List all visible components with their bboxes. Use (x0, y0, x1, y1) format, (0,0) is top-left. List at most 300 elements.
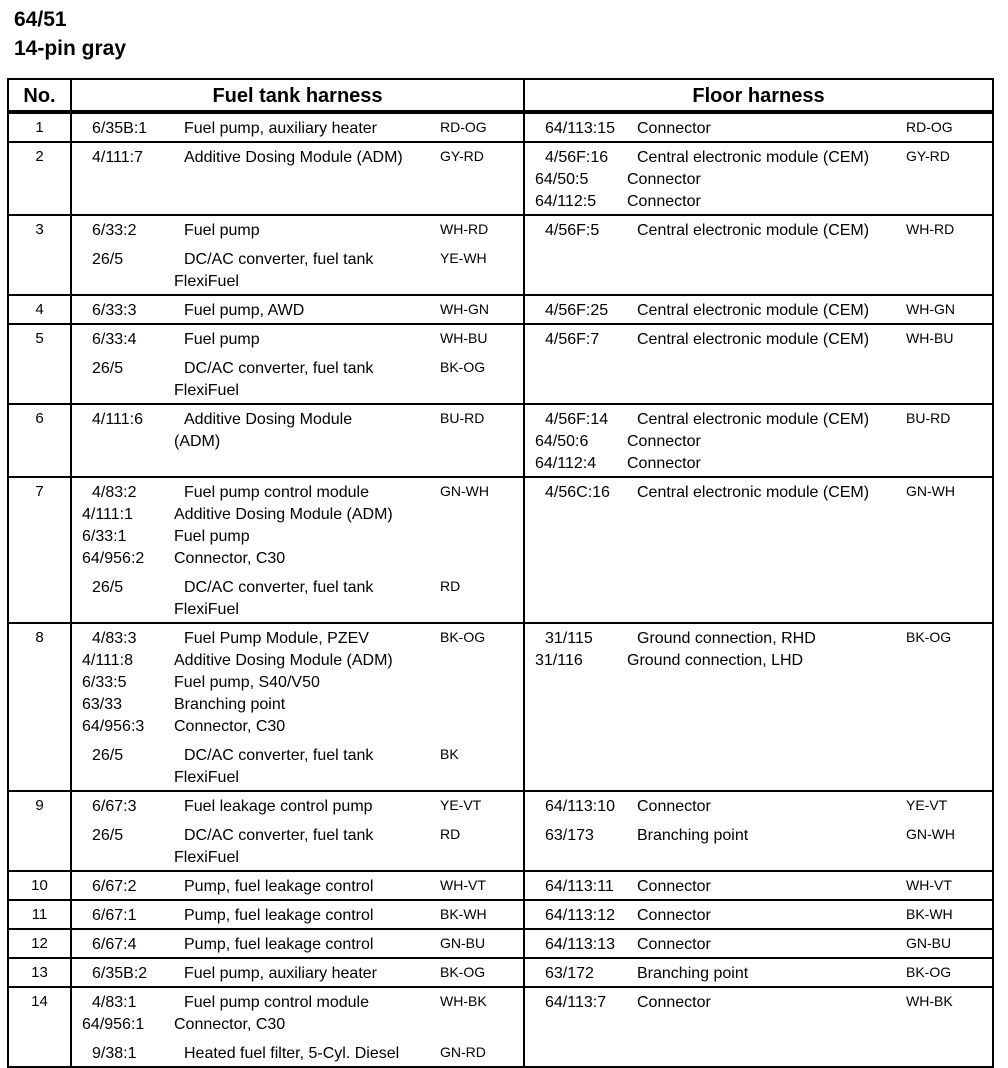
wire-color-code: GN-WH (906, 483, 955, 499)
wire-color-code: WH-GN (440, 301, 489, 317)
component-id: 63/173 (545, 827, 594, 844)
component-description: Connector (637, 994, 711, 1011)
component-ids (525, 992, 627, 1014)
component-id: 4/83:1 (92, 994, 137, 1011)
component-description: Ground connection, LHD (627, 652, 804, 669)
component-descriptions (627, 482, 906, 504)
component-descriptions (174, 934, 440, 956)
component-description: Fuel pump (174, 528, 250, 545)
connection-group (72, 300, 523, 322)
table-row (8, 623, 993, 791)
connection-group (72, 825, 523, 869)
table-row (8, 900, 993, 929)
floor-harness-cell (524, 142, 993, 215)
wire-color-code: GY-RD (906, 148, 950, 164)
component-ids (72, 249, 174, 293)
connection-group (525, 934, 992, 956)
pin-number: 7 (8, 477, 71, 623)
component-id: 64/113:7 (545, 994, 607, 1011)
component-id: 26/5 (92, 251, 124, 268)
component-ids (72, 118, 174, 140)
connector-code: 64/51 (14, 8, 67, 31)
connection-group (525, 628, 992, 672)
connection-group (72, 249, 523, 293)
component-id: 64/113:11 (545, 878, 614, 895)
component-description: Additive Dosing Module (ADM) (174, 506, 393, 523)
component-ids (72, 876, 174, 898)
component-id: 31/116 (535, 652, 583, 669)
fuel-tank-harness-cell (71, 871, 524, 900)
component-description: Ground connection, RHD (637, 630, 816, 647)
component-ids (72, 796, 174, 818)
pin-number: 14 (8, 987, 71, 1067)
header-fuel-tank-harness: Fuel tank harness (71, 79, 524, 112)
component-description: Fuel pump (184, 222, 260, 239)
wire-color-code: GN-BU (440, 935, 486, 951)
component-description: Pump, fuel leakage control (184, 878, 374, 895)
component-ids (72, 577, 174, 621)
connector-description: 14-pin gray (14, 37, 127, 60)
component-description: FlexiFuel (174, 849, 239, 866)
connection-group (525, 482, 992, 504)
component-description: DC/AC converter, fuel tank (184, 251, 374, 268)
component-descriptions (174, 825, 440, 869)
floor-harness-cell (524, 929, 993, 958)
component-ids (72, 409, 174, 453)
component-id: 64/112:5 (535, 193, 597, 210)
component-descriptions (174, 992, 440, 1036)
component-descriptions (174, 745, 440, 789)
wire-color-code: WH-RD (440, 221, 489, 237)
component-id: 64/113:13 (545, 936, 615, 953)
component-id: 64/113:12 (545, 907, 615, 924)
component-ids (525, 409, 627, 475)
component-description: Additive Dosing Module (ADM) (184, 149, 403, 166)
wire-color-code: BK-OG (440, 964, 486, 980)
connection-group (525, 992, 992, 1014)
component-ids (72, 745, 174, 789)
fuel-tank-harness-cell (71, 295, 524, 324)
component-ids (525, 825, 627, 847)
connection-group (72, 118, 523, 140)
floor-harness-cell (524, 477, 993, 623)
component-id: 6/35B:2 (92, 965, 148, 982)
connection-group (72, 963, 523, 985)
connection-group (525, 963, 992, 985)
component-ids (72, 628, 174, 738)
wire-color-code: GY-RD (440, 148, 484, 164)
fuel-tank-harness-cell (71, 404, 524, 477)
table-row (8, 295, 993, 324)
component-description: Connector (637, 120, 711, 137)
table-row (8, 929, 993, 958)
component-descriptions (627, 963, 906, 985)
pin-rows (8, 112, 993, 1067)
component-ids (525, 876, 627, 898)
floor-harness-cell (524, 112, 993, 142)
table-row (8, 987, 993, 1067)
component-descriptions (627, 300, 906, 322)
connection-group (72, 329, 523, 351)
pin-assignment-table (7, 78, 994, 1068)
component-descriptions (627, 796, 906, 818)
component-ids (72, 963, 174, 985)
connection-group (525, 409, 992, 475)
component-description: Fuel pump (184, 331, 260, 348)
pin-number: 11 (8, 900, 71, 929)
component-description: Connector (637, 907, 711, 924)
wire-color-code: RD (440, 578, 461, 594)
component-id: 6/35B:1 (92, 120, 148, 137)
component-descriptions (174, 577, 440, 621)
component-ids (72, 1043, 174, 1065)
component-description: Central electronic module (CEM) (637, 484, 870, 501)
pin-number: 13 (8, 958, 71, 987)
component-description: Pump, fuel leakage control (184, 907, 374, 924)
table-row (8, 477, 993, 623)
component-descriptions (627, 992, 906, 1014)
component-ids (72, 482, 174, 570)
connection-group (72, 482, 523, 570)
pin-number: 10 (8, 871, 71, 900)
component-description: Connector (637, 878, 711, 895)
component-description: DC/AC converter, fuel tank (184, 827, 374, 844)
table-header-row (8, 79, 993, 112)
component-id: 64/50:6 (535, 433, 589, 450)
table-row (8, 958, 993, 987)
wire-color-code: WH-BK (440, 993, 487, 1009)
connection-group (72, 876, 523, 898)
wire-color-code: BK-OG (440, 359, 486, 375)
component-description: Connector (627, 193, 701, 210)
connection-group (72, 628, 523, 738)
component-id: 64/956:1 (82, 1016, 145, 1033)
component-description: FlexiFuel (174, 273, 239, 290)
component-descriptions (627, 329, 906, 351)
wire-color-code: BK (440, 746, 459, 762)
floor-harness-cell (524, 295, 993, 324)
connection-group (525, 876, 992, 898)
component-id: 26/5 (92, 579, 124, 596)
wire-color-code: WH-BK (906, 993, 953, 1009)
component-id: 6/33:5 (82, 674, 127, 691)
component-descriptions (627, 876, 906, 898)
wire-color-code: BK-OG (440, 629, 486, 645)
component-descriptions (174, 876, 440, 898)
header-floor-harness: Floor harness (524, 79, 993, 112)
component-id: 4/111:1 (82, 506, 134, 523)
component-descriptions (627, 628, 906, 672)
floor-harness-cell (524, 623, 993, 791)
floor-harness-cell (524, 987, 993, 1067)
component-description: Fuel Pump Module, PZEV (184, 630, 369, 647)
table-row (8, 215, 993, 295)
component-id: 6/67:3 (92, 798, 137, 815)
wire-color-code: RD-OG (906, 119, 953, 135)
component-descriptions (627, 934, 906, 956)
pin-number: 5 (8, 324, 71, 404)
component-description: Connector (627, 455, 701, 472)
component-description: Branching point (174, 696, 286, 713)
component-ids (525, 963, 627, 985)
component-descriptions (174, 147, 440, 169)
component-description: Fuel pump, S40/V50 (174, 674, 320, 691)
wire-color-code: YE-VT (440, 797, 482, 813)
table-row (8, 791, 993, 871)
component-descriptions (174, 358, 440, 402)
component-id: 4/56C:16 (545, 484, 610, 501)
component-descriptions (174, 1043, 440, 1065)
fuel-tank-harness-cell (71, 215, 524, 295)
table-row (8, 404, 993, 477)
floor-harness-cell (524, 324, 993, 404)
component-id: 6/33:3 (92, 302, 137, 319)
connection-group (72, 905, 523, 927)
component-id: 6/33:2 (92, 222, 137, 239)
component-id: 4/83:2 (92, 484, 137, 501)
component-id: 4/56F:25 (545, 302, 609, 319)
component-ids (72, 329, 174, 351)
fuel-tank-harness-cell (71, 112, 524, 142)
component-id: 4/111:7 (92, 149, 144, 166)
component-id: 4/83:3 (92, 630, 137, 647)
wire-color-code: YE-WH (440, 250, 487, 266)
fuel-tank-harness-cell (71, 324, 524, 404)
component-ids (72, 934, 174, 956)
table-row (8, 324, 993, 404)
floor-harness-cell (524, 900, 993, 929)
component-descriptions (174, 249, 440, 293)
wire-color-code: BK-OG (906, 964, 952, 980)
component-id: 6/67:4 (92, 936, 137, 953)
connection-group (72, 220, 523, 242)
component-descriptions (174, 628, 440, 738)
wire-color-code: GN-WH (906, 826, 955, 842)
floor-harness-cell (524, 871, 993, 900)
component-ids (525, 220, 627, 242)
wire-color-code: GN-BU (906, 935, 952, 951)
table-row (8, 871, 993, 900)
pin-number: 3 (8, 215, 71, 295)
connection-group (72, 577, 523, 621)
component-description: Fuel pump control module (184, 994, 369, 1011)
connection-group (72, 1043, 523, 1065)
connection-group (525, 300, 992, 322)
document-title (14, 5, 126, 63)
component-descriptions (174, 796, 440, 818)
pin-number: 12 (8, 929, 71, 958)
component-id: 64/956:2 (82, 550, 145, 567)
component-id: 26/5 (92, 747, 124, 764)
wire-color-code: RD (440, 826, 461, 842)
component-ids (72, 358, 174, 402)
pin-number: 2 (8, 142, 71, 215)
component-id: 4/111:8 (82, 652, 134, 669)
component-description: DC/AC converter, fuel tank (184, 579, 374, 596)
wire-color-code: WH-BU (440, 330, 488, 346)
fuel-tank-harness-cell (71, 142, 524, 215)
component-id: 4/56F:7 (545, 331, 600, 348)
pin-number: 8 (8, 623, 71, 791)
wire-color-code: YE-VT (906, 797, 948, 813)
component-description: DC/AC converter, fuel tank (184, 747, 374, 764)
wire-color-code: RD-OG (440, 119, 487, 135)
component-descriptions (174, 220, 440, 242)
component-id: 6/33:4 (92, 331, 137, 348)
component-description: Central electronic module (CEM) (637, 331, 870, 348)
component-description: Fuel pump, auxiliary heater (184, 965, 377, 982)
component-descriptions (174, 409, 440, 453)
component-description: Heated fuel filter, 5-Cyl. Diesel (184, 1045, 400, 1062)
component-id: 63/172 (545, 965, 594, 982)
wire-color-code: BK-WH (440, 906, 487, 922)
wire-color-code: BK-OG (906, 629, 952, 645)
component-id: 4/56F:5 (545, 222, 600, 239)
fuel-tank-harness-cell (71, 623, 524, 791)
component-ids (72, 992, 174, 1036)
component-description: Connector (627, 433, 701, 450)
component-id: 26/5 (92, 360, 124, 377)
component-id: 64/50:5 (535, 171, 589, 188)
pin-number: 4 (8, 295, 71, 324)
component-id: 6/67:2 (92, 878, 137, 895)
component-description: DC/AC converter, fuel tank (184, 360, 374, 377)
fuel-tank-harness-cell (71, 477, 524, 623)
component-ids (72, 220, 174, 242)
component-descriptions (627, 147, 906, 213)
component-description: Branching point (637, 827, 749, 844)
component-description: Connector (637, 936, 711, 953)
component-ids (525, 300, 627, 322)
component-id: 9/38:1 (92, 1045, 137, 1062)
fuel-tank-harness-cell (71, 958, 524, 987)
component-description: Fuel pump control module (184, 484, 369, 501)
component-description: Additive Dosing Module (184, 411, 353, 428)
connection-group (525, 796, 992, 818)
connection-group (72, 147, 523, 169)
component-description: Connector (627, 171, 701, 188)
component-id: 63/33 (82, 696, 123, 713)
component-description: Fuel pump, AWD (184, 302, 305, 319)
table-row (8, 112, 993, 142)
wire-color-code: BU-RD (906, 410, 951, 426)
component-ids (525, 482, 627, 504)
wire-color-code: WH-GN (906, 301, 955, 317)
fuel-tank-harness-cell (71, 929, 524, 958)
component-id: 26/5 (92, 827, 124, 844)
component-id: 64/113:10 (545, 798, 615, 815)
component-descriptions (174, 905, 440, 927)
component-ids (525, 796, 627, 818)
connection-group (525, 825, 992, 847)
connection-group (525, 220, 992, 242)
component-descriptions (627, 220, 906, 242)
wire-color-code: WH-VT (440, 877, 486, 893)
pin-number: 1 (8, 112, 71, 142)
floor-harness-cell (524, 958, 993, 987)
component-description: FlexiFuel (174, 769, 239, 786)
component-descriptions (627, 118, 906, 140)
component-description: Central electronic module (CEM) (637, 302, 870, 319)
component-descriptions (174, 118, 440, 140)
fuel-tank-harness-cell (71, 987, 524, 1067)
component-id: 64/112:4 (535, 455, 597, 472)
wire-color-code: GN-WH (440, 483, 489, 499)
component-ids (525, 934, 627, 956)
component-id: 64/113:15 (545, 120, 615, 137)
header-no: No. (8, 79, 71, 112)
component-descriptions (174, 963, 440, 985)
component-description: Connector, C30 (174, 550, 286, 567)
component-id: 6/33:1 (82, 528, 127, 545)
component-id: 4/56F:16 (545, 149, 609, 166)
component-descriptions (627, 905, 906, 927)
wire-color-code: BU-RD (440, 410, 485, 426)
fuel-tank-harness-cell (71, 791, 524, 871)
component-ids (72, 905, 174, 927)
component-description: Connector, C30 (174, 718, 286, 735)
component-description: Pump, fuel leakage control (184, 936, 374, 953)
component-description: Central electronic module (CEM) (637, 222, 870, 239)
fuel-tank-harness-cell (71, 900, 524, 929)
connection-group (525, 905, 992, 927)
component-description: Additive Dosing Module (ADM) (174, 652, 393, 669)
component-ids (525, 905, 627, 927)
table-row (8, 142, 993, 215)
component-description: Central electronic module (CEM) (637, 411, 870, 428)
component-id: 4/56F:14 (545, 411, 609, 428)
component-ids (72, 300, 174, 322)
connection-group (525, 147, 992, 213)
component-ids (525, 118, 627, 140)
floor-harness-cell (524, 791, 993, 871)
connection-group (72, 409, 523, 453)
component-id: 31/115 (545, 630, 593, 647)
component-description: Fuel leakage control pump (184, 798, 373, 815)
connection-group (72, 796, 523, 818)
component-id: 4/111:6 (92, 411, 144, 428)
component-descriptions (627, 825, 906, 847)
component-description: FlexiFuel (174, 382, 239, 399)
component-id: 64/956:3 (82, 718, 145, 735)
component-ids (525, 628, 627, 672)
connection-group (525, 118, 992, 140)
floor-harness-cell (524, 404, 993, 477)
pin-number: 6 (8, 404, 71, 477)
wire-color-code: BK-WH (906, 906, 953, 922)
wire-color-code: WH-RD (906, 221, 955, 237)
floor-harness-cell (524, 215, 993, 295)
wire-color-code: WH-VT (906, 877, 952, 893)
component-description: Central electronic module (CEM) (637, 149, 870, 166)
wire-color-code: WH-BU (906, 330, 954, 346)
component-description: Branching point (637, 965, 749, 982)
connection-group (72, 358, 523, 402)
component-descriptions (174, 482, 440, 570)
wire-color-code: GN-RD (440, 1044, 486, 1060)
connection-group (72, 934, 523, 956)
component-descriptions (174, 300, 440, 322)
component-description: FlexiFuel (174, 601, 239, 618)
component-ids (525, 329, 627, 351)
component-ids (525, 147, 627, 213)
component-descriptions (174, 329, 440, 351)
component-descriptions (627, 409, 906, 475)
component-id: 6/67:1 (92, 907, 137, 924)
connection-group (72, 745, 523, 789)
connection-group (72, 992, 523, 1036)
component-description: (ADM) (174, 433, 221, 450)
